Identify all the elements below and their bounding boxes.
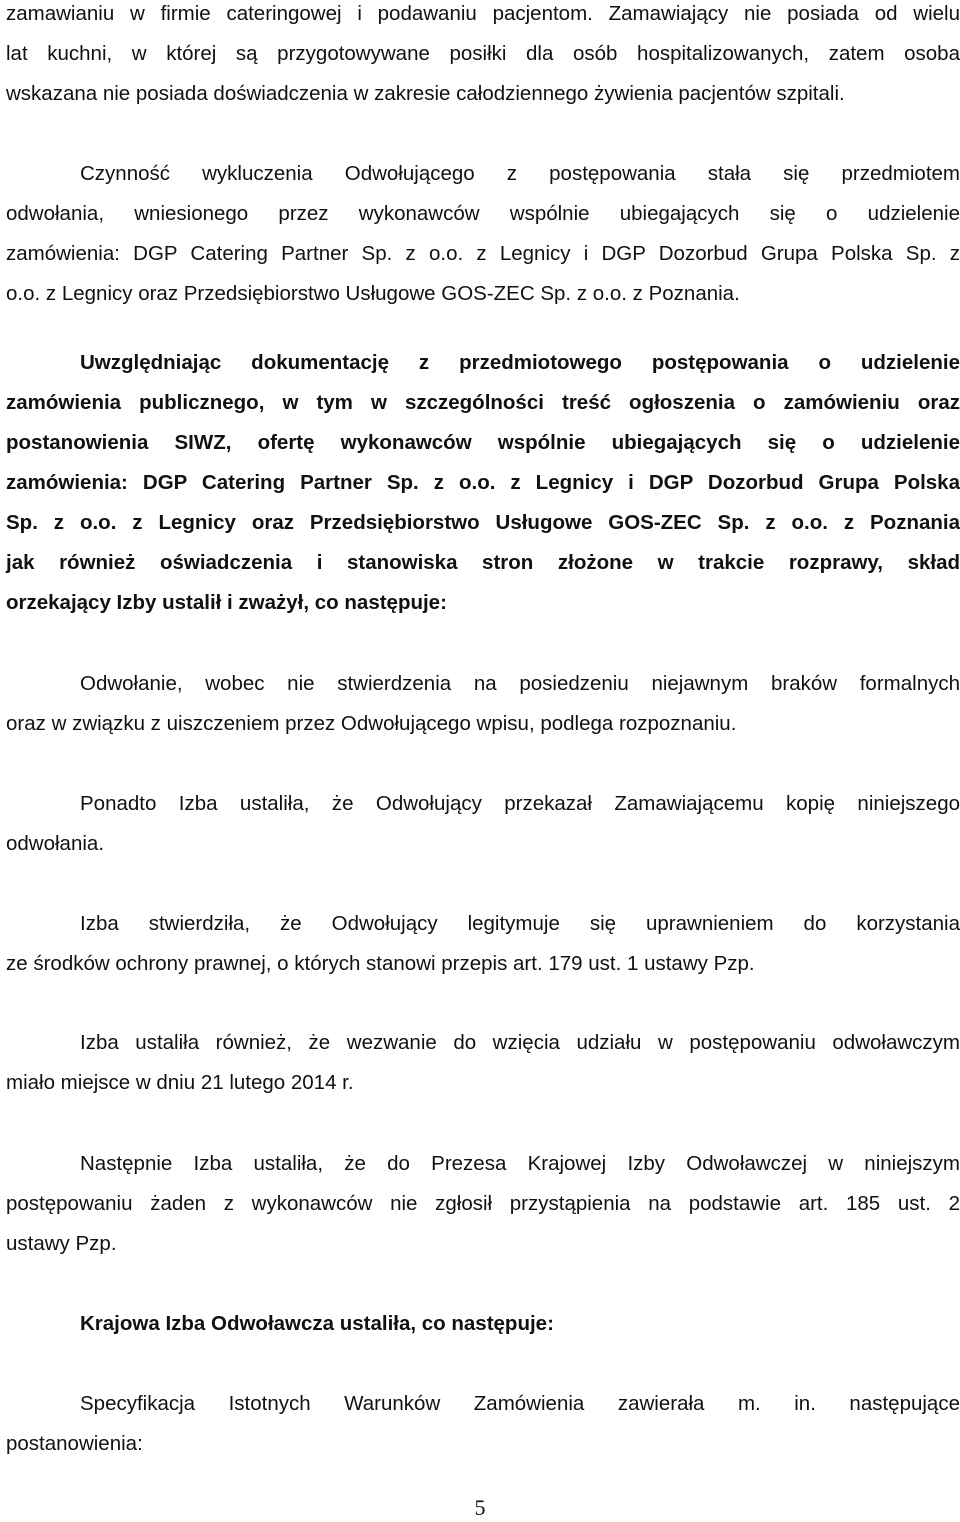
text-line: zamówienia publicznego, w tym w szczególności treść ogłoszenia o zamówieniu oraz [6, 391, 960, 414]
text-line: Czynność wykluczenia Odwołującego z postępowania stała się przedmiotem [80, 162, 960, 185]
text-line: miało miejsce w dniu 21 lutego 2014 r. [6, 1071, 354, 1094]
text-line: o.o. z Legnicy oraz Przedsiębiorstwo Usługowe GOS-ZEC Sp. z o.o. z Poznania. [6, 282, 740, 305]
text-line: Następnie Izba ustaliła, że do Prezesa Krajowej Izby Odwoławczej w niniejszym [80, 1152, 960, 1175]
text-line: oraz w związku z uiszczeniem przez Odwołującego wpisu, podlega rozpoznaniu. [6, 712, 737, 735]
text-line: Sp. z o.o. z Legnicy oraz Przedsiębiorstwo Usługowe GOS-ZEC Sp. z o.o. z Poznania [6, 511, 960, 534]
text-line: postępowaniu żaden z wykonawców nie zgłosił przystąpienia na podstawie art. 185 ust. 2 [6, 1192, 960, 1215]
text-line: odwołania, wniesionego przez wykonawców wspólnie ubiegających się o udzielenie [6, 202, 960, 225]
text-line: zamówienia: DGP Catering Partner Sp. z o.o. z Legnicy i DGP Dozorbud Grupa Polska [6, 471, 960, 494]
text-line: Ponadto Izba ustaliła, że Odwołujący przekazał Zamawiającemu kopię niniejszego [80, 792, 960, 815]
text-line: ze środków ochrony prawnej, o których stanowi przepis art. 179 ust. 1 ustawy Pzp. [6, 952, 755, 975]
text-line: zamawianiu w firmie cateringowej i podawaniu pacjentom. Zamawiający nie posiada od wielu [6, 2, 960, 25]
section-heading: Krajowa Izba Odwoławcza ustaliła, co następuje: [80, 1312, 554, 1335]
text-line: Specyfikacja Istotnych Warunków Zamówienia zawierała m. in. następujące [80, 1392, 960, 1415]
text-line: wskazana nie posiada doświadczenia w zakresie całodziennego żywienia pacjentów szpitali. [6, 82, 845, 105]
text-line: Izba ustaliła również, że wezwanie do wzięcia udziału w postępowaniu odwoławczym [80, 1031, 960, 1054]
text-line: lat kuchni, w której są przygotowywane posiłki dla osób hospitalizowanych, zatem osoba [6, 42, 960, 65]
page-number: 5 [474, 1495, 486, 1520]
text-line: jak również oświadczenia i stanowiska stron złożone w trakcie rozprawy, skład [6, 551, 960, 574]
text-line: postanowienia SIWZ, ofertę wykonawców wspólnie ubiegających się o udzielenie [6, 431, 960, 454]
text-line: Uwzględniając dokumentację z przedmiotowego postępowania o udzielenie [80, 351, 960, 374]
text-line: orzekający Izby ustalił i zważył, co następuje: [6, 591, 447, 614]
text-line: Izba stwierdziła, że Odwołujący legitymuje się uprawnieniem do korzystania [80, 912, 960, 935]
text-line: odwołania. [6, 832, 105, 855]
text-line: ustawy Pzp. [6, 1232, 117, 1255]
text-line: Odwołanie, wobec nie stwierdzenia na posiedzeniu niejawnym braków formalnych [80, 672, 960, 695]
text-line: postanowienia: [6, 1432, 143, 1455]
text-line: zamówienia: DGP Catering Partner Sp. z o.o. z Legnicy i DGP Dozorbud Grupa Polska Sp. z [6, 242, 960, 265]
